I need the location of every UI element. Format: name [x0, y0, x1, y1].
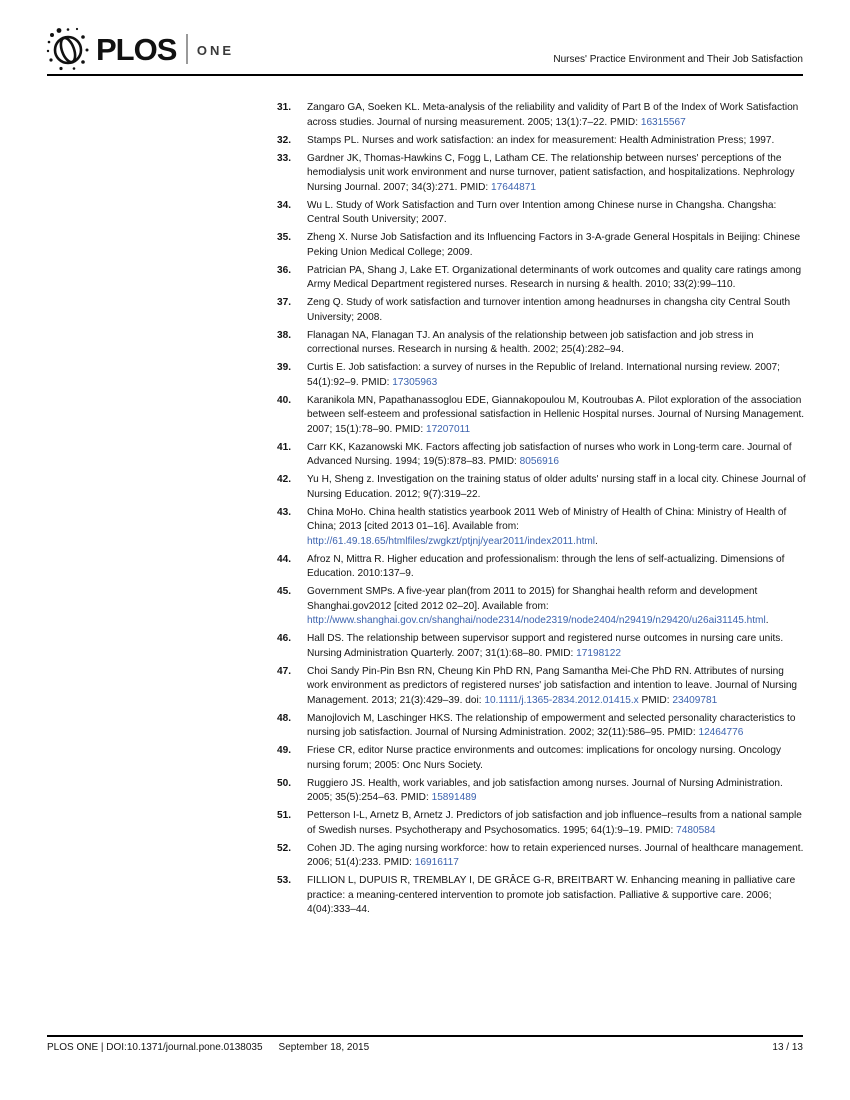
- reference-item: [277, 553, 807, 582]
- reference-number: 32.: [277, 134, 292, 146]
- reference-text: Government SMPs. A five-year plan(from 2011 to 2015) for Shanghai health reform and development Shanghai.gov2012 [cited 2012 02–20]. Available from: http://www.shanghai.gov.cn/shanghai/node2314/node2319/node2404/n29419/n29420/u26ai31145.html.: [307, 586, 769, 626]
- header-rule: [47, 74, 803, 76]
- logo-one-text: ONE: [196, 42, 235, 58]
- plos-one-logo: [46, 27, 234, 71]
- reference-item: [277, 842, 807, 871]
- reference-text: Cohen JD. The aging nursing workforce: how to retain experienced nurses. Journal of healthcare management. 2006; 51(4):233. PMID: 16916117: [307, 842, 804, 868]
- reference-text: Wu L. Study of Work Satisfaction and Turn over Intention among Chinese nurse in Changsha. Changsha: Central South University; 2007.: [307, 199, 777, 225]
- reference-text: Yu H, Sheng z. Investigation on the training status of older adults' nursing staff in a local city. Chinese Journal of Nursing Education. 2012; 9(7):319–22.: [307, 474, 806, 500]
- reference-text: FILLION L, DUPUIS R, TREMBLAY I, DE GRÂCE G-R, BREITBART W. Enhancing meaning in palliative care practice: a meaning-centered intervention to promote job satisfaction. Palliative & supportive care. 2006; 4(04):333–44.: [307, 875, 796, 915]
- reference-item: [277, 264, 807, 293]
- pmid-link[interactable]: 7480584: [676, 824, 716, 836]
- pmid-link[interactable]: 17207011: [425, 423, 471, 435]
- reference-item: [277, 585, 807, 629]
- reference-number: 42.: [277, 474, 292, 485]
- running-title: Nurses' Practice Environment and Their Job Satisfaction: [553, 54, 803, 65]
- reference-item: [277, 506, 807, 550]
- footer-page-number: 13 / 13: [772, 1042, 803, 1053]
- reference-number: 38.: [277, 329, 292, 341]
- reference-number: 51.: [277, 810, 292, 821]
- pmid-link[interactable]: 16916117: [414, 857, 459, 868]
- reference-item: [277, 361, 807, 390]
- reference-text: Manojlovich M, Laschinger HKS. The relationship of empowerment and selected personality characteristics to nursing job satisfaction. Journal of Nursing Administration. 2002; 32(11):586–95. PMID: 12464776: [307, 712, 796, 738]
- pmid-link[interactable]: 16315567: [640, 116, 686, 128]
- reference-item: [277, 632, 807, 661]
- references-list: [277, 101, 807, 921]
- reference-number: 49.: [277, 745, 292, 756]
- reference-text: Ruggiero JS. Health, work variables, and job satisfaction among nurses. Journal of Nursing Administration. 2005; 35(5):254–63. PMID: 15891489: [307, 777, 783, 803]
- reference-text: Zangaro GA, Soeken KL. Meta-analysis of the reliability and validity of Part B of the Index of Work Satisfaction across studies. Journal of nursing measurement. 2005; 13(1):7–22. PMID: 16315567: [307, 102, 799, 128]
- reference-text: Flanagan NA, Flanagan TJ. An analysis of the relationship between job satisfaction and job stress in correctional nurses. Research in nursing & health. 2002; 25(4):282–94.: [307, 329, 754, 355]
- reference-number: 40.: [277, 394, 292, 406]
- reference-item: [277, 712, 807, 741]
- pmid-link[interactable]: 15891489: [431, 792, 477, 803]
- pmid-link[interactable]: 23409781: [672, 694, 718, 706]
- reference-item: [277, 296, 807, 325]
- reference-number: 50.: [277, 777, 292, 789]
- pmid-link[interactable]: 17198122: [576, 647, 622, 659]
- reference-item: [277, 152, 807, 196]
- reference-number: 41.: [277, 441, 292, 453]
- logo-plos-text: PLOS: [96, 31, 177, 67]
- plos-globe-icon: [46, 26, 90, 72]
- reference-text: Patrician PA, Shang J, Lake ET. Organizational determinants of work outcomes and quality care ratings among Army Medical Department registered nurses. Research in nursing & health. 2010; 33(2):99–110.: [307, 264, 802, 290]
- reference-item: [277, 134, 807, 149]
- reference-number: 36.: [277, 264, 292, 276]
- reference-text: Karanikola MN, Papathanassoglou EDE, Giannakopoulou M, Koutroubas A. Pilot exploration of the association between self-esteem and professional satisfaction in Hellenic Hospital nurses. Journal of Nursing Management. 2007; 15(1):78–90. PMID: 17207011: [307, 394, 805, 435]
- reference-item: [277, 394, 807, 438]
- reference-number: 45.: [277, 586, 292, 597]
- doi-link[interactable]: 10.1111/j.1365-2834.2012.01415.x: [484, 694, 639, 706]
- reference-number: 34.: [277, 199, 292, 211]
- reference-text: Afroz N, Mittra R. Higher education and professionalism: through the lens of self-actualizing. Dimensions of Education. 2010:137–9.: [307, 553, 785, 579]
- reference-text: Carr KK, Kazanowski MK. Factors affecting job satisfaction of nurses who work in Long-term care. Journal of Advanced Nursing. 1994; 19(5):878–83. PMID: 8056916: [307, 441, 792, 467]
- url-link[interactable]: http://www.shanghai.gov.cn/shanghai/node2314/node2319/node2404/n29419/n29420/u26ai31145.html: [307, 615, 766, 626]
- reference-item: [277, 874, 807, 918]
- reference-number: 39.: [277, 362, 292, 373]
- reference-number: 31.: [277, 102, 292, 113]
- reference-number: 47.: [277, 665, 292, 677]
- reference-text: Curtis E. Job satisfaction: a survey of nurses in the Republic of Ireland. International nursing review. 2007; 54(1):92–9. PMID: 17305963: [307, 362, 780, 388]
- reference-item: [277, 101, 807, 130]
- reference-number: 53.: [277, 875, 292, 886]
- reference-text: Hall DS. The relationship between supervisor support and registered nurse outcomes in nursing care units. Nursing Administration Quarterly. 2007; 31(1):68–80. PMID: 17198122: [307, 633, 784, 659]
- reference-item: [277, 329, 807, 358]
- reference-item: [277, 473, 807, 502]
- footer-rule: [47, 1035, 803, 1037]
- reference-text: Zeng Q. Study of work satisfaction and turnover intention among headnurses in changsha city Central South University; 2008.: [307, 297, 791, 323]
- reference-number: 46.: [277, 633, 292, 644]
- reference-text: Petterson I-L, Arnetz B, Arnetz J. Predictors of job satisfaction and job influence–results from a national sample of Swedish nurses. Psychotherapy and Psychosomatics. 1995; 64(1):9–19. PMID: 7480584: [307, 810, 802, 836]
- reference-text: Stamps PL. Nurses and work satisfaction: an index for measurement: Health Administration Press; 1997.: [307, 134, 775, 146]
- reference-number: 35.: [277, 232, 292, 243]
- reference-number: 33.: [277, 152, 292, 164]
- footer-doi: PLOS ONE | DOI:10.1371/journal.pone.0138035: [47, 1042, 263, 1053]
- reference-text: Choi Sandy Pin-Pin Bsn RN, Cheung Kin PhD RN, Pang Samantha Mei-Che PhD RN. Attributes of nursing work environment as predictors of registered nurses' job satisfaction and intention to leave. Journal of Nursing Management. 2013; 21(3):429–39. doi: 10.1111/j.1365-2834.2012.01415.x PMID: 23409781: [307, 665, 798, 706]
- reference-text: Gardner JK, Thomas-Hawkins C, Fogg L, Latham CE. The relationship between nurses' perceptions of the hemodialysis unit work environment and nurse turnover, patient satisfaction, and hospitalizations. Nephrology Nursing Journal. 2007; 34(3):271. PMID: 17644871: [307, 152, 795, 193]
- reference-item: [277, 199, 807, 228]
- footer-date: September 18, 2015: [278, 1042, 370, 1053]
- pmid-link[interactable]: 12464776: [698, 727, 744, 738]
- url-link[interactable]: http://61.49.18.65/htmlfiles/zwgkzt/ptjnj/year2011/index2011.html: [307, 535, 596, 547]
- reference-text: Zheng X. Nurse Job Satisfaction and its Influencing Factors in 3-A-grade General Hospitals in Beijing: Chinese Peking Union Medical College; 2009.: [307, 232, 801, 258]
- reference-number: 44.: [277, 553, 292, 565]
- reference-number: 37.: [277, 297, 292, 308]
- reference-number: 52.: [277, 842, 292, 854]
- reference-item: [277, 809, 807, 838]
- reference-text: China MoHo. China health statistics yearbook 2011 Web of Ministry of Health of China: Ministry of Health of China; 2013 [cited 2013 01–16]. Available from: http://61.49.18.65/htmlfiles/zwgkzt/ptjnj/year2011/index2011.html.: [307, 506, 787, 547]
- reference-number: 43.: [277, 506, 292, 518]
- reference-item: [277, 441, 807, 470]
- reference-number: 48.: [277, 712, 292, 724]
- reference-item: [277, 744, 807, 773]
- reference-item: [277, 777, 807, 806]
- reference-item: [277, 231, 807, 260]
- footer-citation: [47, 1042, 369, 1053]
- pmid-link[interactable]: 17644871: [491, 181, 536, 193]
- reference-text: Friese CR, editor Nurse practice environments and outcomes: implications for oncology nursing. Oncology nursing forum; 2005: Onc Nurs Society.: [307, 745, 782, 771]
- logo-divider: [186, 34, 188, 64]
- reference-item: [277, 665, 807, 709]
- pmid-link[interactable]: 17305963: [392, 376, 438, 388]
- pmid-link[interactable]: 8056916: [519, 456, 559, 467]
